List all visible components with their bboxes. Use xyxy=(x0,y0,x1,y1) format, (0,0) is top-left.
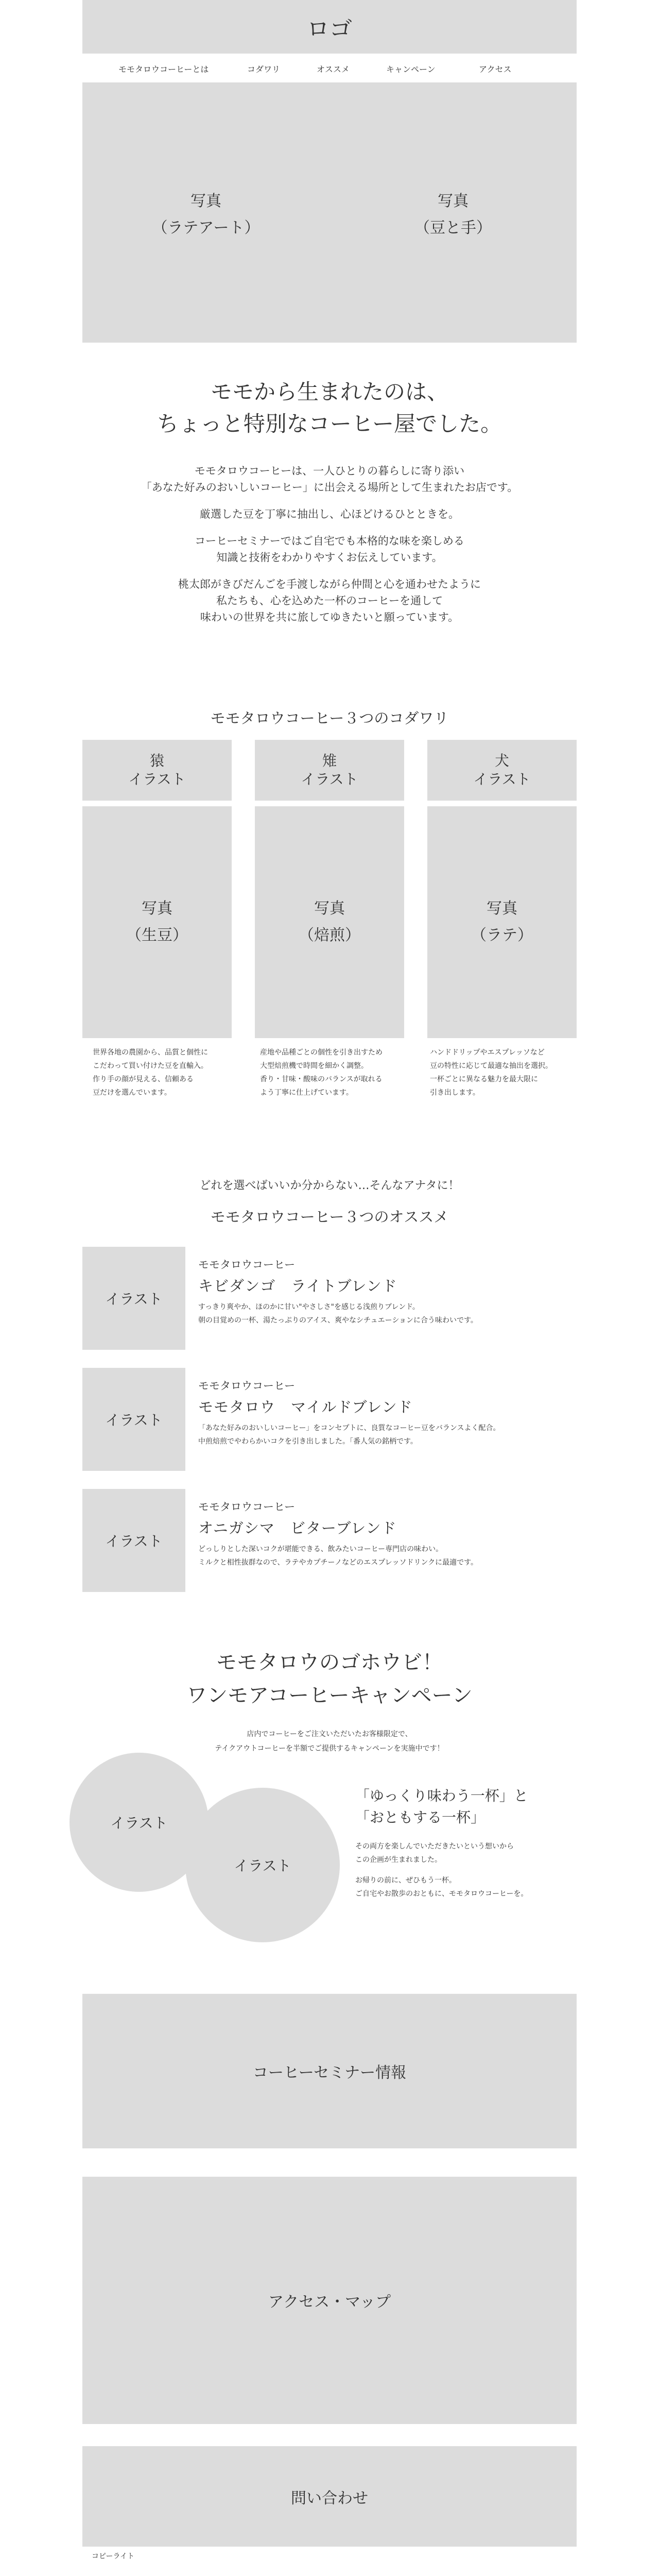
osusume-heading: モモタロウコーヒー３つのオススメ xyxy=(210,1208,449,1226)
nav-item-campaign[interactable]: キャンペーン xyxy=(386,64,436,74)
kodawari-photo-green-beans: 写真 （生豆） xyxy=(82,806,232,1038)
about-paragraph-3: コーヒーセミナーではご自宅でも本格的な味を楽しめる 知識と技術をわかりやすくお伝えしています。 xyxy=(195,535,464,564)
kodawari-text-2: 産地や品種ごとの個性を引き出すため 大型焙煎機で時間を細かく調整。 香り・甘味・酸味のバランスが取れる よう丁寧に仕上げています。 xyxy=(260,1048,383,1097)
about-title: モモから生まれたのは、 ちょっと特別なコーヒー屋でした。 xyxy=(157,379,502,436)
kodawari-text-3: ハンドドリップやエスプレッソなど 豆の特性に応じて最適な抽出を選択。 一杯ごとに異なる魅力を最大限に 引き出します。 xyxy=(430,1048,552,1097)
hero-photo-latte-art xyxy=(139,188,273,242)
osusume-item-1 xyxy=(198,1257,577,1327)
footer-copyright: コピーライト xyxy=(92,2552,135,2561)
nav-item-about[interactable]: モモタロウコーヒーとは xyxy=(118,64,209,74)
campaign-illust-2: イラスト xyxy=(185,1788,340,1942)
osusume-item-1-name: キビダンゴ ライトブレンド xyxy=(198,1277,397,1295)
osusume-lead: どれを選べばいいか分からない…そんなアナタに！ xyxy=(199,1179,460,1192)
nav-item-access[interactable]: アクセス xyxy=(479,64,512,74)
kodawari-photo-latte: 写真 （ラテ） xyxy=(427,806,577,1038)
hero-photo xyxy=(82,82,577,343)
osusume-item-1-desc: すっきり爽やか、ほのかに甘い"やさしさ"を感じる浅煎りブレンド。 朝の目覚めの一杯、湯たっぷりのアイス、爽やなシチュエーションに合う味わいです。 xyxy=(198,1303,478,1325)
osusume-illust-2: イラスト xyxy=(82,1368,185,1471)
campaign-title: モモタロウのゴホウビ！ ワンモアコーヒーキャンペーン xyxy=(186,1651,473,1707)
about-section xyxy=(82,376,577,625)
campaign-intro: 店内でコーヒーをご注文いただいたお客様限定で、 テイクアウトコーヒーを半額でご提供するキャンペーンを実施中です！ xyxy=(215,1730,444,1753)
about-paragraph-4: 桃太郎がきびだんごを手渡しながら仲間と心を通わせたように 私たちも、心を込めた一杯のコーヒーを通して 味わいの世界を共に旅してゆきたいと願っています。 xyxy=(178,578,481,623)
about-paragraph-1: モモタロウコーヒーは、一人ひとりの暮らしに寄り添い 「あなた好みのおいしいコーヒー」に出会える場所として生まれたお店です。 xyxy=(141,465,518,494)
seminar-banner[interactable]: コーヒーセミナー情報 xyxy=(82,1994,577,2148)
osusume-item-2 xyxy=(198,1378,577,1448)
campaign-headline: 「ゆっくり味わう一杯」と 「おともする一杯」 xyxy=(355,1787,528,1826)
osusume-illust-1: イラスト xyxy=(82,1247,185,1350)
hero-photo1-label: 写真 xyxy=(190,192,221,210)
hero-photo2-label: 写真 xyxy=(438,192,469,210)
osusume-item-2-name: モモタロウ マイルドブレンド xyxy=(198,1398,413,1416)
osusume-item-3-sub: モモタロウコーヒー xyxy=(198,1501,296,1513)
kodawari-photo-roasting: 写真 （焙煎） xyxy=(255,806,404,1038)
about-paragraph-2: 厳選した豆を丁寧に抽出し、心ほどけるひとときを。 xyxy=(200,508,459,520)
contact-area[interactable]: 問い合わせ xyxy=(82,2446,577,2547)
global-nav xyxy=(82,54,577,82)
nav-item-kodawari[interactable]: コダワリ xyxy=(247,64,281,74)
osusume-item-3 xyxy=(198,1499,577,1569)
kodawari-illust-monkey: 猿 イラスト xyxy=(82,740,232,801)
kodawari-heading: モモタロウコーヒー３つのコダワリ xyxy=(210,709,449,727)
hero-photo1-caption: （ラテアート） xyxy=(152,219,260,237)
campaign-copy xyxy=(355,1785,577,1901)
hero-photo-beans-hands xyxy=(386,188,520,242)
osusume-illust-3: イラスト xyxy=(82,1489,185,1592)
campaign-body: その両方を楽しんでいただきたいという想いから この企画が生まれました。 お帰りの前に、ぜひもう一杯。 ご自宅やお散歩のおともに、モモタロウコーヒーを。 xyxy=(355,1842,528,1898)
osusume-item-1-sub: モモタロウコーヒー xyxy=(198,1259,296,1271)
access-map[interactable]: アクセス・マップ xyxy=(82,2177,577,2424)
osusume-item-3-name: オニガシマ ビターブレンド xyxy=(198,1519,397,1537)
osusume-item-2-sub: モモタロウコーヒー xyxy=(198,1380,296,1392)
kodawari-illust-pheasant: 雉 イラスト xyxy=(255,740,404,801)
kodawari-illust-dog: 犬 イラスト xyxy=(427,740,577,801)
kodawari-text-1: 世界各地の農園から、品質と個性に こだわって買い付けた豆を直輸入。 作り手の顔が見える、信頼ある 豆だけを選んでいます。 xyxy=(93,1048,208,1097)
nav-item-osusume[interactable]: オススメ xyxy=(317,64,350,74)
hero-photo2-caption: （豆と手） xyxy=(414,219,492,237)
logo[interactable]: ロゴ xyxy=(307,16,352,42)
campaign-illust-1: イラスト xyxy=(70,1753,209,1892)
osusume-item-2-desc: 「あなた好みのおいしいコーヒー」をコンセプトに、良質なコーヒー豆をバランスよく配合。 中煎焙煎でやわらかいコクを引き出しました。「番人気の銘柄です。 xyxy=(198,1424,500,1446)
header-logo-area xyxy=(82,0,577,54)
osusume-item-3-desc: どっしりとした深いコクが堪能できる、飲みたいコーヒー専門店の味わい。 ミルクと相性抜群なので、ラテやカプチーノなどのエスプレッソドリンクに最適です。 xyxy=(198,1545,478,1567)
